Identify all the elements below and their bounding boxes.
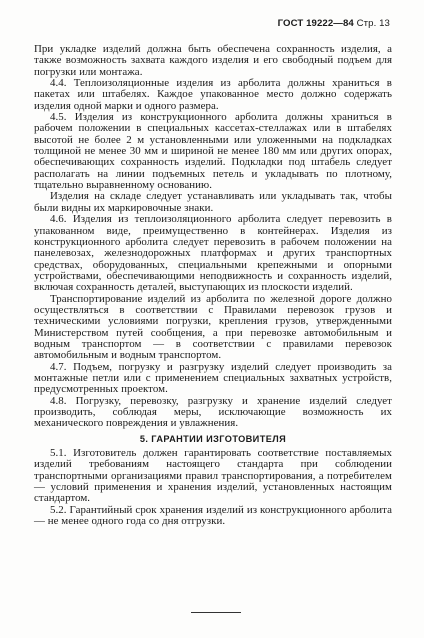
paragraph-4-6: 4.6. Изделия из теплоизоляционного арболита следует перевозить в упакованном виде, преимущественно в контейнерах. Изделия из конструкционного арболита следует перевозить в рабочем положении на панелевозах, железнодорожных платформах и других транспортных средствах, оборудованных, специальными крепежными и опорными устройствами, обеспечивающими неподвижность и сохранность изделий, включая сохранность деталей, выступающих из плоскости изделий. — [34, 213, 392, 294]
paragraph-4-7: 4.7. Подъем, погрузку и разгрузку изделий следует производить за монтажные петли или с применением специальных захватных устройств, предусмотренных проектом. — [34, 360, 392, 396]
paragraph-4-8: 4.8. Погрузку, перевозку, разгрузку и хранение изделий следует производить, соблюдая меры, исключающие возможность их механического повреждения и увлажнения. — [34, 394, 392, 430]
page-number: Стр. 13 — [356, 18, 390, 29]
document-body — [34, 44, 392, 527]
end-rule — [191, 612, 241, 613]
paragraph-rail-transport: Транспортирование изделий из арболита по железной дороге должно осуществляться в соответствии с Правилами перевозок грузов и техническими условиями погрузки, крепления грузов, утвержденными Министерством путей сообщения, а при перевозке автомобильным и водным транспортом — в соответствии с правилами перевозок автомобильным и водным транспортом. — [34, 292, 392, 362]
section-heading: 5. ГАРАНТИИ ИЗГОТОВИТЕЛЯ — [139, 433, 287, 444]
paragraph-4-4: 4.4. Теплоизоляционные изделия из арболита должны храниться в пакетах или штабелях. Каждое упакованное место должно содержать изделия одной марки и одного размера. — [34, 77, 392, 112]
paragraph-storage-marking: Изделия на складе следует устанавливать или укладывать так, чтобы были видны их маркировочные знаки. — [34, 190, 392, 214]
page-header — [278, 18, 390, 29]
paragraph-continuation: При укладке изделий должна быть обеспечена сохранность изделия, а также возможность захвата каждого изделия и его свободный подъем для погрузки или монтажа. — [34, 43, 392, 78]
paragraph-5-1: 5.1. Изготовитель должен гарантировать соответствие поставляемых изделий требованиям настоящего стандарта при соблюдении транспортными организациями правил транспортирования, а потребителем — условий применения и хранения изделий, установленных настоящим стандартом. — [34, 447, 392, 505]
paragraph-5-2: 5.2. Гарантийный срок хранения изделий из конструкционного арболита — не менее одного года со дня отгрузки. — [34, 503, 392, 528]
standard-number: ГОСТ 19222—84 — [277, 18, 354, 29]
paragraph-4-5: 4.5. Изделия из конструкционного арболита должны храниться в рабочем положении в специальных кассетах-стеллажах или в штабелях высотой не более 2 м установленными или уложенными на подкладках толщиной не менее 30 мм и шириной не менее 180 мм или других опорах, обеспечивающих сохранность изделий. Подкладки под штабель следует располагать на линии подъемных петель и укладывать по плотному, тщательно выравненному основанию. — [34, 111, 392, 192]
